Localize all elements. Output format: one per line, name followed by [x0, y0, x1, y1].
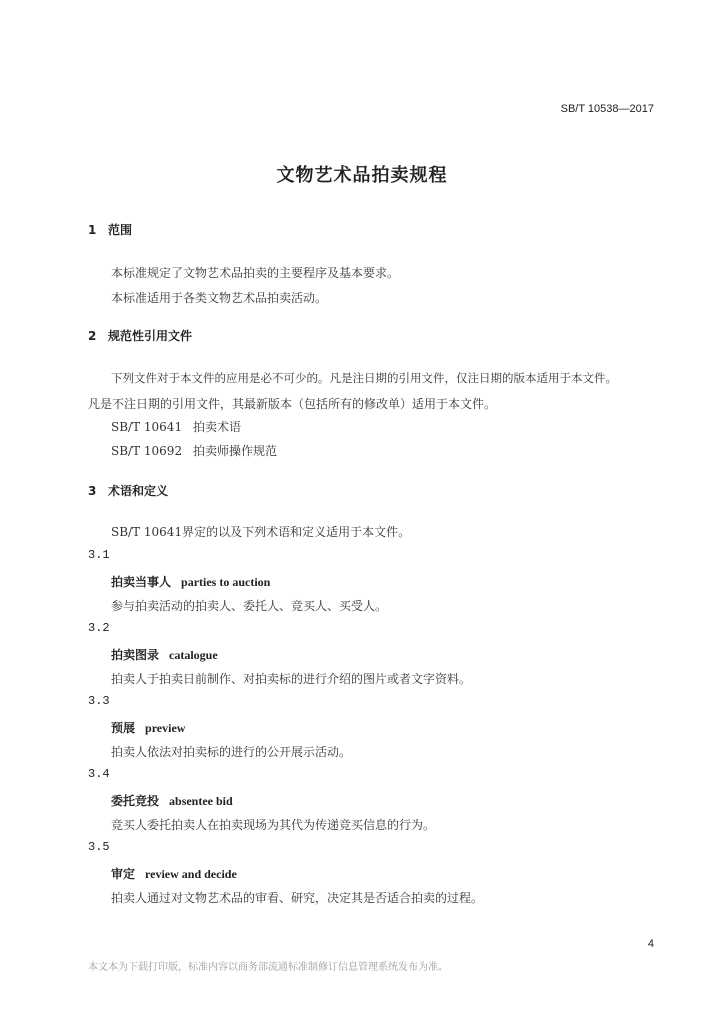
section-title: 范围 [108, 223, 133, 237]
term-en: parties to auction [181, 575, 271, 589]
term-zh: 委托竞投 [111, 794, 160, 808]
paragraph: 凡是不注日期的引用文件，其最新版本（包括所有的修改单）适用于本文件。 [88, 397, 497, 411]
reference-title: 拍卖师操作规范 [193, 444, 278, 458]
term-heading [111, 573, 270, 590]
term-definition: 拍卖人通过对文物艺术品的审看、研究，决定其是否适合拍卖的过程。 [111, 891, 484, 905]
term-zh: 拍卖图录 [111, 648, 160, 662]
term-number: 3.4 [88, 767, 110, 781]
section-number: 2 [88, 329, 97, 343]
footer-note: 本文本为下载打印版，标准内容以商务部流通标准制修订信息管理系统发布为准。 [88, 962, 448, 973]
page-number: 4 [647, 938, 654, 950]
term-number: 3.2 [88, 621, 110, 635]
term-zh: 预展 [111, 721, 136, 735]
paragraph: SB/T 10641界定的以及下列术语和定义适用于本文件。 [111, 525, 411, 539]
reference-item [111, 418, 241, 435]
section-number: 1 [88, 223, 97, 237]
section-number: 3 [88, 484, 97, 498]
section-heading-1 [88, 221, 132, 238]
reference-title: 拍卖术语 [193, 420, 242, 434]
term-zh: 审定 [111, 867, 136, 881]
term-heading [111, 865, 237, 882]
reference-code: SB/T 10692 [111, 444, 183, 458]
term-definition: 拍卖人依法对拍卖标的进行的公开展示活动。 [111, 745, 352, 759]
term-en: preview [145, 721, 186, 735]
section-heading-2 [88, 327, 192, 344]
term-definition: 拍卖人于拍卖日前制作、对拍卖标的进行介绍的图片或者文字资料。 [111, 672, 472, 686]
section-title: 规范性引用文件 [108, 329, 193, 343]
term-heading [111, 792, 233, 809]
term-en: catalogue [169, 648, 218, 662]
term-heading [111, 719, 185, 736]
standard-code: SB/T 10538—2017 [560, 103, 654, 115]
term-zh: 拍卖当事人 [111, 575, 172, 589]
term-en: review and decide [145, 867, 237, 881]
section-heading-3 [88, 482, 168, 499]
reference-item [111, 442, 277, 459]
term-number: 3.1 [88, 548, 110, 562]
paragraph: 本标准规定了文物艺术品拍卖的主要程序及基本要求。 [111, 266, 400, 280]
term-definition: 参与拍卖活动的拍卖人、委托人、竞买人、买受人。 [111, 599, 388, 613]
paragraph: 本标准适用于各类文物艺术品拍卖活动。 [111, 291, 328, 305]
paragraph: 下列文件对于本文件的应用是必不可少的。凡是注日期的引用文件，仅注日期的版本适用于本文件。 [111, 371, 617, 385]
term-en: absentee bid [169, 794, 233, 808]
term-heading [111, 646, 218, 663]
term-definition: 竞买人委托拍卖人在拍卖现场为其代为传递竞买信息的行为。 [111, 818, 436, 832]
term-number: 3.3 [88, 694, 110, 708]
document-title: 文物艺术品拍卖规程 [276, 165, 448, 186]
term-number: 3.5 [88, 840, 110, 854]
reference-code: SB/T 10641 [111, 420, 183, 434]
section-title: 术语和定义 [108, 484, 169, 498]
